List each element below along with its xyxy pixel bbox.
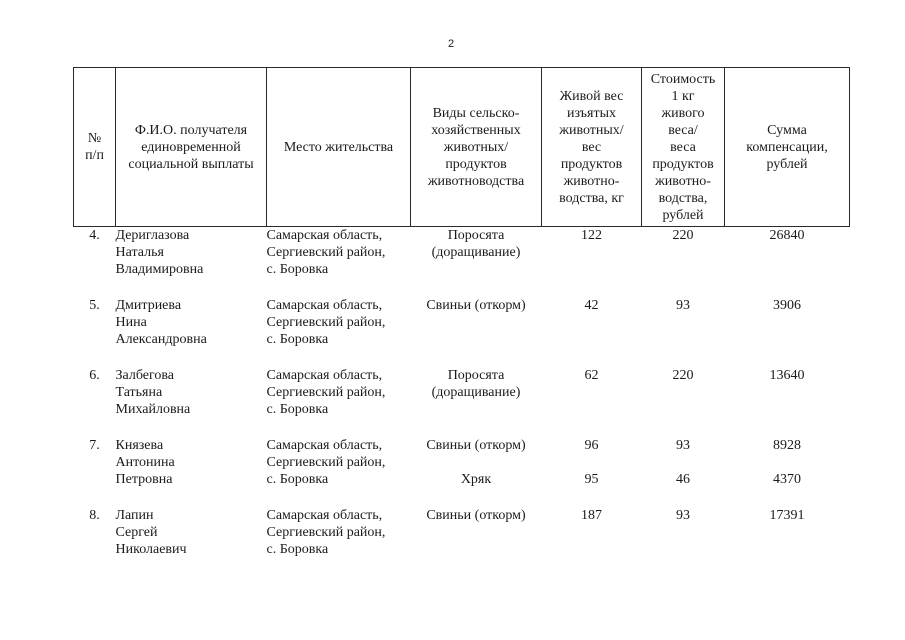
price-per-kg: 93 bbox=[676, 507, 690, 523]
row-number: 4. bbox=[89, 228, 100, 243]
recipient-name: Залбегова Татьяна Михайловна bbox=[115, 367, 191, 417]
weight-kg-secondary: 95 bbox=[584, 471, 599, 487]
row-number: 6. bbox=[89, 367, 100, 383]
compensation-sum: 3906 bbox=[773, 297, 801, 313]
compensation-table bbox=[73, 67, 850, 558]
compensation-sum: 13640 bbox=[769, 367, 805, 383]
recipient-name: Лапин Сергей Николаевич bbox=[115, 507, 187, 557]
price-per-kg: 220 bbox=[672, 367, 694, 383]
animal-kind: Свиньи (откорм) bbox=[426, 507, 526, 523]
residence: Самарская область, Сергиевский район, с. Боровка bbox=[266, 367, 386, 417]
weight-kg: 42 bbox=[584, 297, 599, 313]
weight-kg: 187 bbox=[581, 507, 602, 523]
weight-kg: 122 bbox=[581, 228, 602, 243]
row-number: 7. bbox=[89, 437, 100, 453]
animal-kind: Поросята (доращивание) bbox=[431, 228, 521, 260]
compensation-sum: 26840 bbox=[769, 228, 805, 243]
weight-kg: 96 95 bbox=[542, 437, 642, 507]
residence: Самарская область, Сергиевский район, с. Боровка bbox=[266, 228, 386, 277]
header-num: № п/п bbox=[74, 68, 116, 227]
table-row bbox=[74, 437, 850, 507]
header-sum: Сумма компенсации, рублей bbox=[725, 68, 850, 227]
animal-kind: Свиньи (откорм) bbox=[426, 297, 526, 313]
page-number: 2 bbox=[447, 38, 455, 50]
price-per-kg: 93 46 bbox=[642, 437, 725, 507]
header-price: Стоимость 1 кг живого веса/ веса продуктов животно- водства, рублей bbox=[642, 68, 725, 227]
row-number: 8. bbox=[89, 507, 100, 523]
table-row bbox=[74, 227, 850, 297]
animal-kind: Свиньи (откорм) Хряк bbox=[411, 437, 542, 507]
recipient-name: Дмитриева Нина Александровна bbox=[115, 297, 207, 347]
residence: Самарская область, Сергиевский район, с. Боровка bbox=[266, 437, 386, 487]
header-weight: Живой вес изъятых животных/ вес продуктов животно- водства, кг bbox=[542, 68, 642, 227]
table-row bbox=[74, 297, 850, 367]
animal-kind: Поросята (доращивание) bbox=[431, 367, 521, 400]
price-per-kg-secondary: 46 bbox=[676, 471, 690, 487]
row-number: 5. bbox=[89, 297, 100, 313]
header-address: Место жительства bbox=[267, 68, 411, 227]
compensation-sum: 17391 bbox=[769, 507, 805, 523]
recipient-name: Дериглазова Наталья Владимировна bbox=[115, 228, 204, 277]
table-row bbox=[74, 507, 850, 558]
header-row bbox=[74, 68, 850, 227]
price-per-kg: 93 bbox=[676, 297, 690, 313]
header-kind: Виды сельско- хозяйственных животных/ продуктов животноводства bbox=[411, 68, 542, 227]
header-name: Ф.И.О. получателя единовременной социальной выплаты bbox=[116, 68, 267, 227]
weight-kg: 62 bbox=[584, 367, 599, 383]
recipient-name: Князева Антонина Петровна bbox=[115, 437, 175, 487]
price-per-kg: 220 bbox=[672, 228, 694, 243]
compensation-sum-secondary: 4370 bbox=[773, 471, 801, 487]
residence: Самарская область, Сергиевский район, с. Боровка bbox=[266, 297, 386, 347]
residence: Самарская область, Сергиевский район, с. Боровка bbox=[266, 507, 386, 557]
compensation-sum: 8928 4370 bbox=[725, 437, 850, 507]
animal-kind-secondary: Хряк bbox=[460, 471, 492, 487]
table-row bbox=[74, 367, 850, 437]
